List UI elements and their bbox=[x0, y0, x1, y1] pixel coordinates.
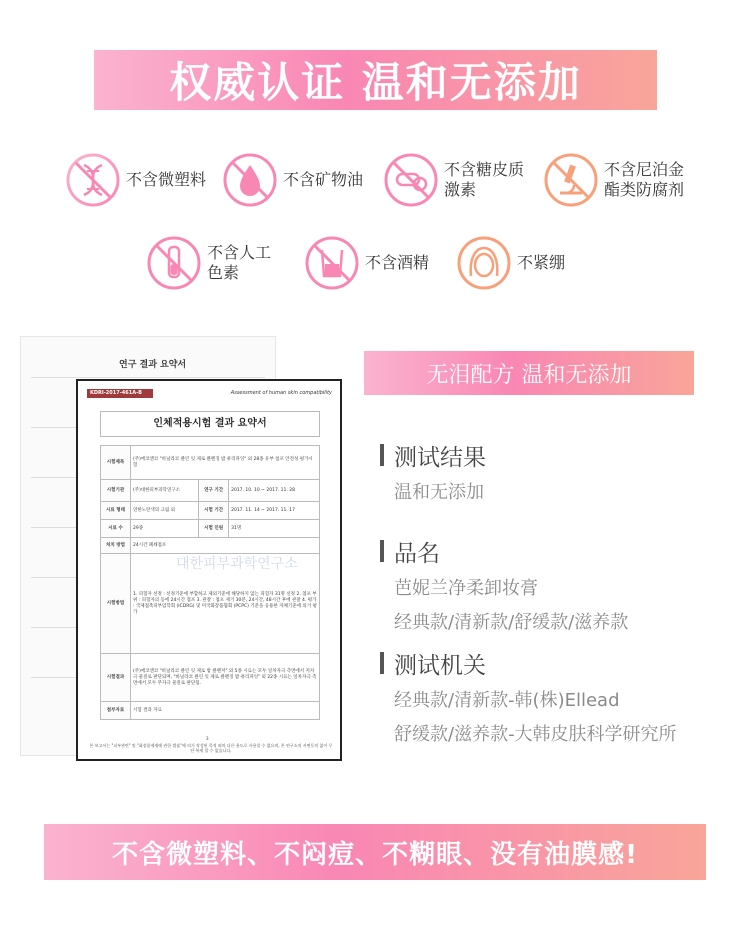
feature-no-glucocorticoid bbox=[384, 153, 524, 207]
row-value: 24시간 폐쇄첩포 bbox=[131, 538, 320, 554]
info-line: 芭妮兰净柔卸妆膏 bbox=[394, 578, 538, 599]
row-head: 시험방법 bbox=[101, 554, 131, 654]
info-product-name bbox=[380, 536, 628, 634]
feature-not-tight bbox=[457, 236, 565, 290]
icon-label: 不含酒精 bbox=[365, 253, 430, 272]
feature-no-mineral-oil bbox=[223, 153, 363, 207]
icon-label: 不含尼泊金 酯类防腐剂 bbox=[604, 160, 685, 199]
info-test-agency bbox=[380, 648, 677, 746]
back-page-title: 연구 결과 요약서 bbox=[119, 360, 187, 370]
row-head: 시험 기간 bbox=[199, 502, 229, 520]
drop-icon bbox=[223, 153, 277, 207]
dna-icon bbox=[66, 153, 120, 207]
heading-bar bbox=[380, 652, 384, 674]
table-row bbox=[101, 502, 320, 520]
row-value: 29종 bbox=[131, 520, 199, 538]
icon-label: 不含糖皮质 激素 bbox=[444, 160, 525, 199]
info-line: 温和无添加 bbox=[394, 482, 484, 503]
info-line: 舒缓款/滋养款-大韩皮肤科学研究所 bbox=[394, 724, 677, 745]
row-head: 시험 인원 bbox=[199, 520, 229, 538]
report-table bbox=[100, 445, 320, 720]
sub-banner bbox=[364, 351, 694, 395]
feature-no-microplastic bbox=[66, 153, 206, 207]
info-heading bbox=[380, 536, 628, 566]
row-value: (주)에코앤코 "바닐라코 클린 잇 제로 밤 클렌저" 외 5종 시료는 모두 일차자극 측면에서 저자극 물질로 판단되며, "바닐라코 클린 잇 제로 클렌징 밤 퓨리파잉" 외 22종 시료는 일차자극 측면에서 모두 무자극 물질로 판단됨. bbox=[131, 654, 320, 702]
row-value: 31명 bbox=[229, 520, 320, 538]
report-title: 인체적용시험 결과 요약서 bbox=[100, 411, 320, 437]
top-banner-title: 权威认证 温和无添加 bbox=[169, 58, 582, 107]
row-head: 연구 기간 bbox=[199, 480, 229, 502]
report-footer: 본 보고서는 "피부관련" 및 "화장품제재에 관한 법률"에 의거 작성된 목적 외의 다른 용도로 사용할 수 없으며, 본 연구소의 서면동의 없이 무단 복제 할 수 없습니다. bbox=[89, 743, 333, 753]
row-head: 시험기관 bbox=[101, 480, 131, 502]
row-value: 2017. 10. 10 ~ 2017. 11. 28 bbox=[229, 480, 320, 502]
heading-text: 品名 bbox=[394, 540, 440, 567]
info-line: 经典款/清新款/舒缓款/滋养款 bbox=[394, 612, 629, 633]
divider bbox=[31, 377, 265, 378]
heading-bar bbox=[380, 444, 384, 466]
test-tube-icon bbox=[147, 236, 201, 290]
row-value: (주)에코앤코 "바닐라코 클린 잇 제로 클렌징 밤 퓨리파잉" 외 28종 유부 첨포 안전성 평가시험 bbox=[131, 446, 320, 480]
row-value: (주)대한피부과학연구소 bbox=[131, 480, 199, 502]
row-head: 시료 수 bbox=[101, 520, 131, 538]
table-row bbox=[101, 446, 320, 480]
info-line: 经典款/清新款-韩(株)Ellead bbox=[394, 690, 620, 711]
table-row bbox=[101, 520, 320, 538]
page-number: 3 bbox=[206, 736, 209, 741]
capsule-icon bbox=[384, 153, 438, 207]
icon-label: 不含矿物油 bbox=[283, 170, 364, 189]
info-heading bbox=[380, 648, 677, 678]
row-head: 시험결과 bbox=[101, 654, 131, 702]
heading-text: 测试结果 bbox=[394, 444, 486, 471]
row-value: 1. 피험자 선정 : 선정기준에 부합하고 제외기준에 해당하지 않는 피험자 31명 선정 2. 첩포 부위 : 피험자의 등에 24시간 첩포 3. 관찰 : 첩포 제거 30분, 24시간, 48시간 후에 관찰 4. 평가 : 국제접촉피부염학회 (ICDRG) 및 미국화장품협회 (PCPC) 기준을 응용한 자체기준에 의거 평가 bbox=[131, 554, 320, 654]
bottom-banner-text: 不含微塑料、不闷痘、不糊眼、没有油膜感! bbox=[112, 839, 638, 870]
info-heading bbox=[380, 440, 486, 470]
watermark: 대한피부과학연구소 bbox=[176, 556, 298, 572]
table-row bbox=[101, 654, 320, 702]
face-icon bbox=[457, 236, 511, 290]
row-value: 연한노란색의 크림 외 bbox=[131, 502, 199, 520]
feature-no-paraben bbox=[544, 153, 684, 207]
beaker-icon bbox=[305, 236, 359, 290]
feature-no-pigment bbox=[147, 236, 271, 290]
icon-label: 不紧绷 bbox=[517, 253, 566, 272]
report-code: KDRI-2017-461A-B bbox=[87, 389, 153, 398]
icon-label: 不含微塑料 bbox=[126, 170, 207, 189]
microscope-icon bbox=[544, 153, 598, 207]
heading-text: 测试机关 bbox=[394, 652, 486, 679]
table-row bbox=[101, 538, 320, 554]
heading-bar bbox=[380, 540, 384, 562]
report-subtitle: Assessment of human skin compatibility bbox=[230, 390, 332, 396]
top-banner bbox=[94, 50, 657, 110]
table-row bbox=[101, 480, 320, 502]
bottom-banner bbox=[44, 824, 706, 880]
row-head: 시료 형태 bbox=[101, 502, 131, 520]
test-report-document bbox=[76, 379, 342, 761]
row-head: 시험제목 bbox=[101, 446, 131, 480]
row-value: 시험 결과 자료 bbox=[131, 702, 320, 720]
row-head: 첨부자료 bbox=[101, 702, 131, 720]
sub-banner-title: 无泪配方 温和无添加 bbox=[426, 362, 632, 388]
info-test-result bbox=[380, 440, 486, 504]
row-value: 2017. 11. 14 ~ 2017. 11. 17 bbox=[229, 502, 320, 520]
feature-no-alcohol bbox=[305, 236, 429, 290]
row-head: 처치 방법 bbox=[101, 538, 131, 554]
table-row bbox=[101, 702, 320, 720]
icon-label: 不含人工 色素 bbox=[207, 243, 272, 282]
